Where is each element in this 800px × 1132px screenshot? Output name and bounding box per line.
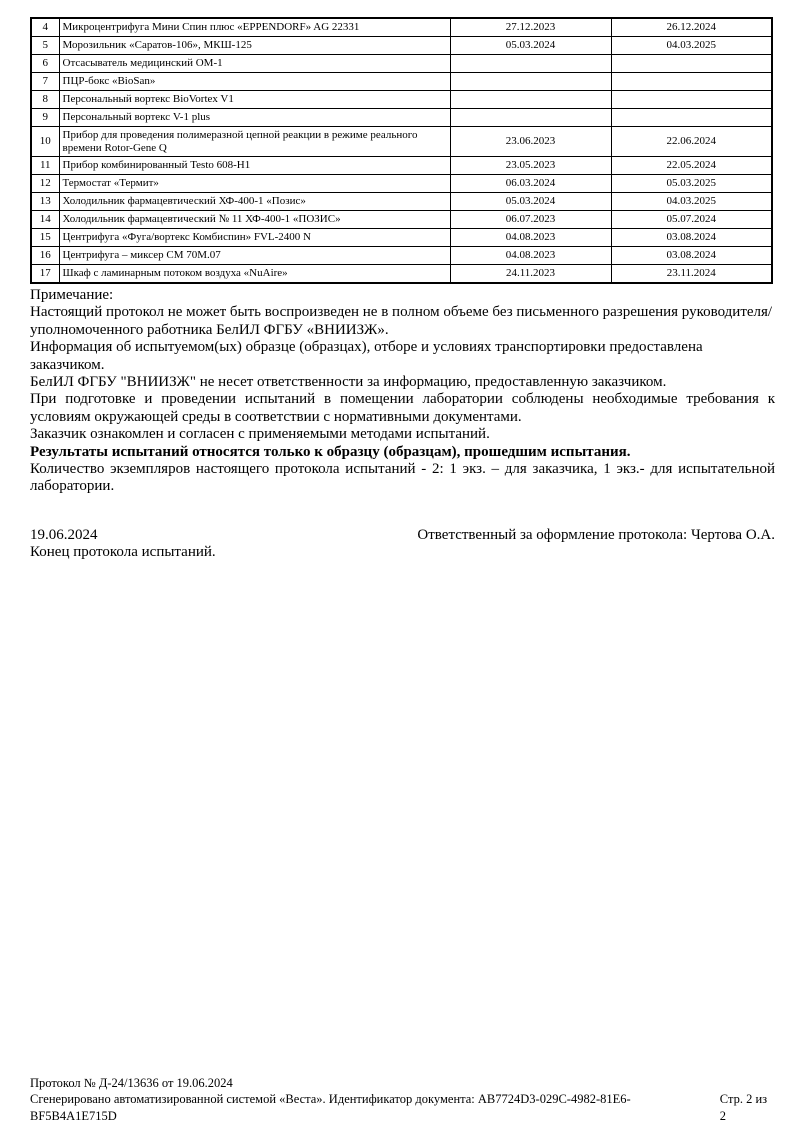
cell-date1: 05.03.2024 — [450, 37, 611, 55]
cell-num: 7 — [31, 73, 59, 91]
cell-num: 13 — [31, 193, 59, 211]
signature-row — [30, 527, 775, 544]
table-row — [31, 18, 772, 37]
cell-name: Центрифуга «Фуга/вортекс Комбиспин» FVL-2400 N — [59, 229, 450, 247]
notes-heading: Примечание: — [30, 287, 114, 303]
cell-date1 — [450, 109, 611, 127]
equipment-table-body — [31, 18, 772, 283]
cell-date2: 05.07.2024 — [611, 211, 772, 229]
cell-num: 4 — [31, 18, 59, 37]
cell-num: 15 — [31, 229, 59, 247]
cell-date2 — [611, 91, 772, 109]
cell-date2: 03.08.2024 — [611, 229, 772, 247]
cell-date1: 23.05.2023 — [450, 157, 611, 175]
cell-date1: 05.03.2024 — [450, 193, 611, 211]
cell-date2: 04.03.2025 — [611, 193, 772, 211]
cell-date2: 05.03.2025 — [611, 175, 772, 193]
cell-date1: 06.03.2024 — [450, 175, 611, 193]
cell-num: 12 — [31, 175, 59, 193]
protocol-date: 19.06.2024 — [30, 526, 98, 543]
cell-date1: 23.06.2023 — [450, 127, 611, 157]
cell-name: Персональный вортекс BioVortex V1 — [59, 91, 450, 109]
notes-section — [30, 287, 775, 496]
footer-protocol-line: Протокол № Д-24/13636 от 19.06.2024 — [30, 1075, 233, 1090]
table-row — [31, 193, 772, 211]
cell-name: Холодильник фармацевтический № 11 ХФ-400-1 «ПОЗИС» — [59, 211, 450, 229]
cell-name: Прибор комбинированный Testo 608-H1 — [59, 157, 450, 175]
cell-date1: 06.07.2023 — [450, 211, 611, 229]
cell-date1: 04.08.2023 — [450, 247, 611, 265]
note-paragraph-5: Заказчик ознакомлен и согласен с применяемыми методами испытаний. — [30, 426, 490, 443]
table-row — [31, 127, 772, 157]
cell-name: Шкаф с ламинарным потоком воздуха «NuAire» — [59, 265, 450, 284]
cell-date2: 22.06.2024 — [611, 127, 772, 157]
equipment-table — [30, 17, 773, 284]
cell-date1 — [450, 73, 611, 91]
table-row — [31, 265, 772, 284]
cell-name: ПЦР-бокс «BioSan» — [59, 73, 450, 91]
cell-date2 — [611, 109, 772, 127]
cell-date1 — [450, 91, 611, 109]
cell-name: Микроцентрифуга Мини Спин плюс «EPPENDORF» AG 22331 — [59, 18, 450, 37]
cell-num: 17 — [31, 265, 59, 284]
cell-name: Холодильник фармацевтический ХФ-400-1 «Позис» — [59, 193, 450, 211]
document-content — [0, 0, 800, 562]
note-paragraph-4: При подготовке и проведении испытаний в помещении лаборатории соблюдены необходимые требования к условиям окружающей среды в соответствии с нормативными документами. — [30, 391, 775, 425]
cell-date2: 03.08.2024 — [611, 247, 772, 265]
note-paragraph-1: Настоящий протокол не может быть воспроизведен не в полном объеме без письменного разрешения руководителя/уполномоченного работника БелИЛ ФГБУ «ВНИИЗЖ». — [30, 304, 773, 338]
page-number: Стр. 2 из 2 — [719, 1092, 768, 1123]
cell-date1: 04.08.2023 — [450, 229, 611, 247]
table-row — [31, 211, 772, 229]
note-paragraph-7: Количество экземпляров настоящего протокола испытаний - 2: 1 экз. – для заказчика, 1 экз.- для испытательной лаборатории. — [30, 461, 775, 495]
note-paragraph-6: Результаты испытаний относятся только к образцу (образцам), прошедшим испытания. — [30, 443, 631, 460]
table-row — [31, 55, 772, 73]
cell-name: Отсасыватель медицинский ОМ-1 — [59, 55, 450, 73]
cell-date2 — [611, 55, 772, 73]
cell-date1: 27.12.2023 — [450, 18, 611, 37]
table-row — [31, 247, 772, 265]
cell-date1 — [450, 55, 611, 73]
table-row — [31, 73, 772, 91]
cell-num: 9 — [31, 109, 59, 127]
cell-num: 6 — [31, 55, 59, 73]
note-paragraph-3: БелИЛ ФГБУ "ВНИИЗЖ" не несет ответственности за информацию, предоставленную заказчиком. — [30, 374, 667, 391]
table-row — [31, 229, 772, 247]
cell-name: Центрифуга – миксер СМ 70М.07 — [59, 247, 450, 265]
note-paragraph-2: Информация об испытуемом(ых) образце (образцах), отборе и условиях транспортировки предоставлена заказчиком. — [30, 339, 703, 373]
page-footer — [30, 1075, 775, 1125]
cell-num: 8 — [31, 91, 59, 109]
cell-date1: 24.11.2023 — [450, 265, 611, 284]
table-row — [31, 175, 772, 193]
cell-name: Морозильник «Саратов-106», МКШ-125 — [59, 37, 450, 55]
cell-name: Термостат «Термит» — [59, 175, 450, 193]
cell-name: Прибор для проведения полимеразной цепной реакции в режиме реального времени Rotor-Gene Q — [59, 127, 450, 157]
cell-num: 14 — [31, 211, 59, 229]
cell-date2: 22.05.2024 — [611, 157, 772, 175]
table-row — [31, 37, 772, 55]
cell-date2: 04.03.2025 — [611, 37, 772, 55]
cell-num: 10 — [31, 127, 59, 157]
cell-date2 — [611, 73, 772, 91]
table-row — [31, 91, 772, 109]
table-row — [31, 157, 772, 175]
end-of-protocol-line: Конец протокола испытаний. — [30, 544, 216, 561]
cell-num: 5 — [31, 37, 59, 55]
cell-num: 16 — [31, 247, 59, 265]
footer-generated-row — [30, 1091, 775, 1124]
cell-name: Персональный вортекс V-1 plus — [59, 109, 450, 127]
cell-num: 11 — [31, 157, 59, 175]
footer-generated-line: Сгенерировано автоматизированной системой «Веста». Идентификатор документа: AB7724D3-029C-4982-81E6-BF5B4A1E715D — [30, 1092, 631, 1123]
responsible-person: Ответственный за оформление протокола: Чертова О.А. — [417, 526, 775, 543]
cell-date2: 26.12.2024 — [611, 18, 772, 37]
cell-date2: 23.11.2024 — [611, 265, 772, 284]
table-row — [31, 109, 772, 127]
